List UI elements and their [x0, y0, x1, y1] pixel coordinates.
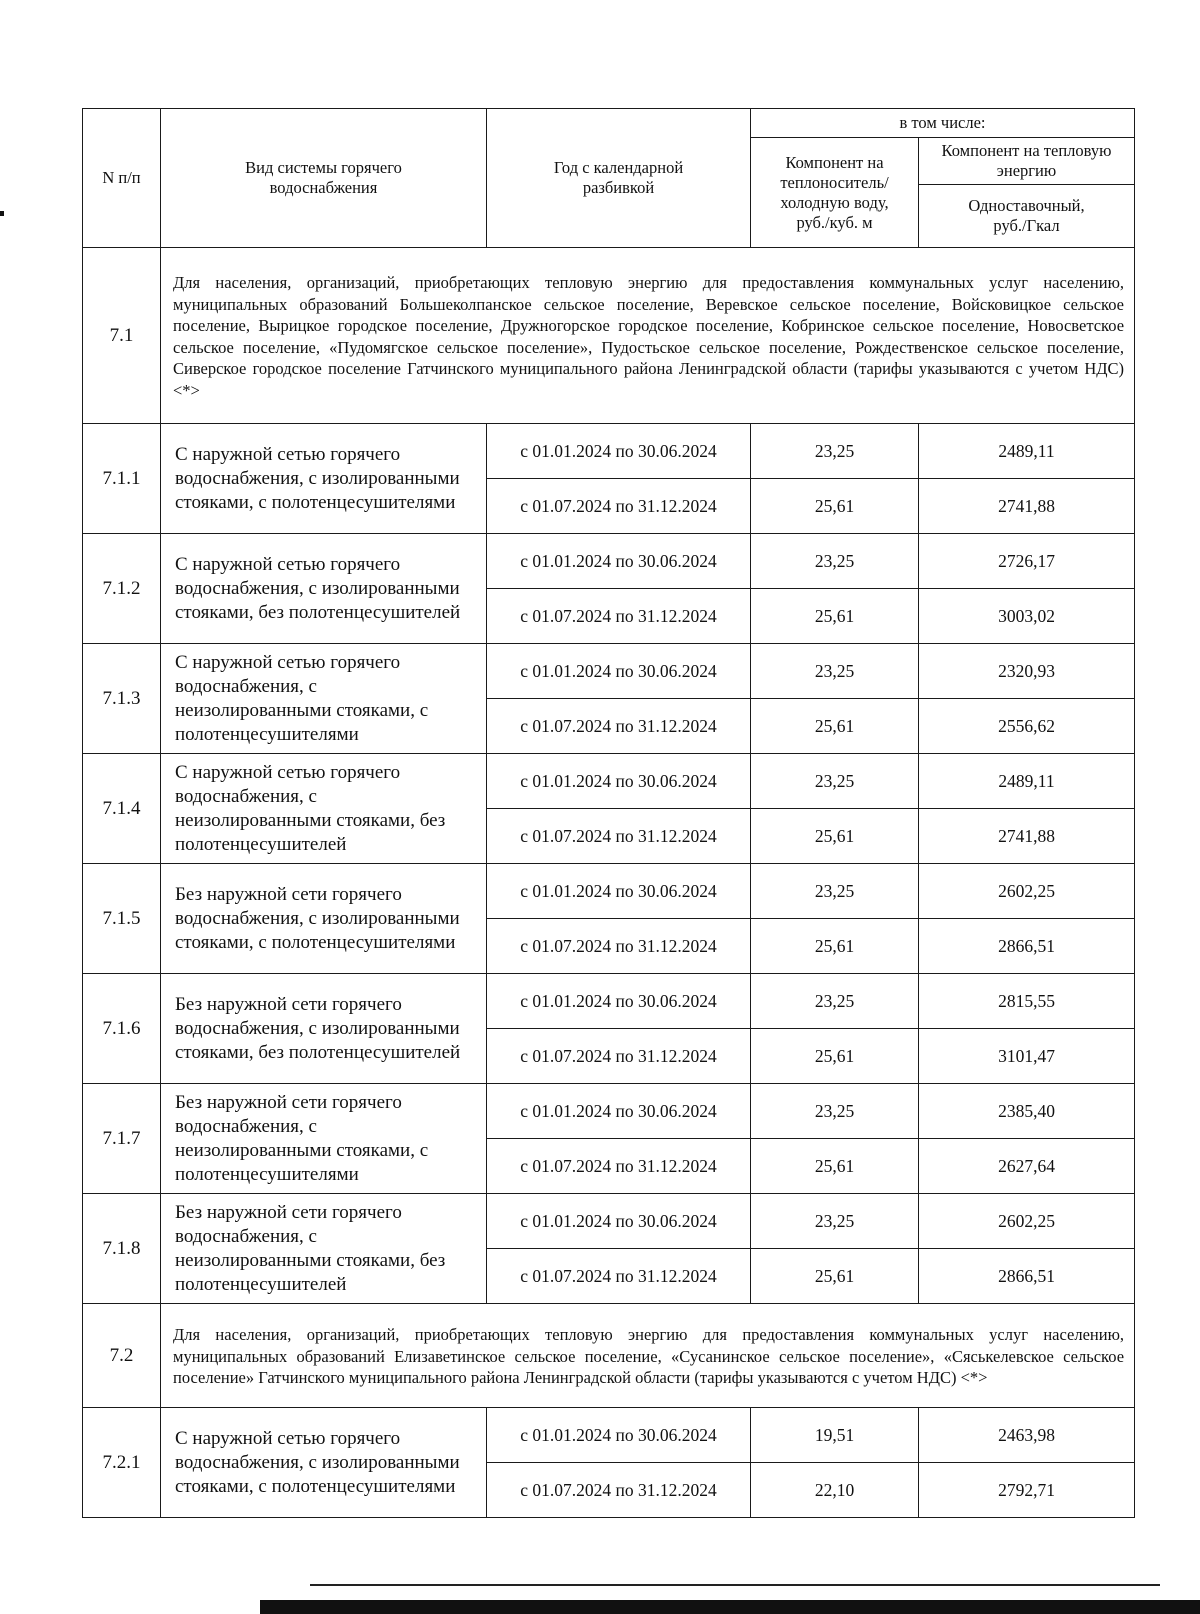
heat-tariff-cell: 2815,55	[919, 974, 1135, 1029]
tariff-table	[82, 108, 1135, 1518]
water-tariff-cell: 25,61	[751, 479, 919, 534]
period-cell: с 01.07.2024 по 31.12.2024	[487, 1139, 751, 1194]
heat-tariff-cell: 2602,25	[919, 1194, 1135, 1249]
water-tariff-cell: 25,61	[751, 1249, 919, 1304]
water-tariff-cell: 23,25	[751, 974, 919, 1029]
item-system-type: Без наружной сети горячего водоснабжения, с изолированными стояками, без полотенцесушителей	[161, 974, 487, 1084]
item-number: 7.1.3	[83, 644, 161, 754]
table-row	[83, 864, 1135, 919]
period-cell: с 01.07.2024 по 31.12.2024	[487, 809, 751, 864]
heat-tariff-cell: 2741,88	[919, 479, 1135, 534]
item-number: 7.2.1	[83, 1408, 161, 1518]
divider-line	[310, 1584, 1160, 1586]
section-description: Для населения, организаций, приобретающих тепловую энергию для предоставления коммунальных услуг населению, муниципальных образований Большеколпанское сельское поселение, Веревское сельское поселение, Войсковицкое сельское поселение, Вырицкое городское поселение, Дружногорское городское поселение, Кобринское сельское поселение, Новосветское сельское поселение, «Пудомягское сельское поселение», Пудостьское сельское поселение, Рождественское сельское поселение, Сиверское городское поселение Гатчинского муниципального района Ленинградской области (тарифы указываются с учетом НДС) <*>	[161, 248, 1135, 424]
item-system-type: С наружной сетью горячего водоснабжения, с изолированными стояками, с полотенцесушителями	[161, 1408, 487, 1518]
period-cell: с 01.01.2024 по 30.06.2024	[487, 864, 751, 919]
heat-tariff-cell: 2602,25	[919, 864, 1135, 919]
water-tariff-cell: 23,25	[751, 424, 919, 479]
table-row	[83, 424, 1135, 479]
table-row	[83, 974, 1135, 1029]
water-tariff-cell: 25,61	[751, 919, 919, 974]
item-system-type: С наружной сетью горячего водоснабжения, с изолированными стояками, без полотенцесушителей	[161, 534, 487, 644]
water-tariff-cell: 23,25	[751, 754, 919, 809]
table-row	[83, 1194, 1135, 1249]
period-cell: с 01.01.2024 по 30.06.2024	[487, 974, 751, 1029]
heat-tariff-cell: 3003,02	[919, 589, 1135, 644]
header-system-type: Вид системы горячего водоснабжения	[161, 109, 487, 248]
water-tariff-cell: 25,61	[751, 1029, 919, 1084]
water-tariff-cell: 25,61	[751, 1139, 919, 1194]
item-number: 7.1.2	[83, 534, 161, 644]
table-row	[83, 1084, 1135, 1139]
table-body	[83, 248, 1135, 1518]
water-tariff-cell: 19,51	[751, 1408, 919, 1463]
item-system-type: Без наружной сети горячего водоснабжения, с изолированными стояками, с полотенцесушителями	[161, 864, 487, 974]
heat-tariff-cell: 3101,47	[919, 1029, 1135, 1084]
section-row	[83, 1304, 1135, 1408]
header-including: в том числе:	[751, 109, 1135, 138]
heat-tariff-cell: 2866,51	[919, 919, 1135, 974]
item-number: 7.1.5	[83, 864, 161, 974]
period-cell: с 01.01.2024 по 30.06.2024	[487, 424, 751, 479]
period-cell: с 01.07.2024 по 31.12.2024	[487, 699, 751, 754]
item-system-type: Без наружной сети горячего водоснабжения, с неизолированными стояками, без полотенцесушителей	[161, 1194, 487, 1304]
period-cell: с 01.07.2024 по 31.12.2024	[487, 1029, 751, 1084]
period-cell: с 01.01.2024 по 30.06.2024	[487, 754, 751, 809]
scan-edge-bar	[260, 1600, 1200, 1614]
scan-mark	[0, 211, 4, 216]
item-system-type: С наружной сетью горячего водоснабжения, с изолированными стояками, с полотенцесушителями	[161, 424, 487, 534]
heat-tariff-cell: 2320,93	[919, 644, 1135, 699]
heat-tariff-cell: 2726,17	[919, 534, 1135, 589]
period-cell: с 01.07.2024 по 31.12.2024	[487, 1463, 751, 1518]
section-number: 7.2	[83, 1304, 161, 1408]
heat-tariff-cell: 2741,88	[919, 809, 1135, 864]
period-cell: с 01.01.2024 по 30.06.2024	[487, 1084, 751, 1139]
heat-tariff-cell: 2866,51	[919, 1249, 1135, 1304]
heat-tariff-cell: 2385,40	[919, 1084, 1135, 1139]
heat-tariff-cell: 2556,62	[919, 699, 1135, 754]
item-system-type: С наружной сетью горячего водоснабжения, с неизолированными стояками, с полотенцесушителями	[161, 644, 487, 754]
period-cell: с 01.07.2024 по 31.12.2024	[487, 589, 751, 644]
header-heat-single-rate: Одноставочный, руб./Гкал	[919, 185, 1135, 248]
heat-tariff-cell: 2627,64	[919, 1139, 1135, 1194]
water-tariff-cell: 23,25	[751, 864, 919, 919]
header-heat-component: Компонент на тепловую энергию	[919, 138, 1135, 185]
header-year: Год с календарной разбивкой	[487, 109, 751, 248]
period-cell: с 01.01.2024 по 30.06.2024	[487, 534, 751, 589]
heat-tariff-cell: 2792,71	[919, 1463, 1135, 1518]
section-row	[83, 248, 1135, 424]
period-cell: с 01.07.2024 по 31.12.2024	[487, 1249, 751, 1304]
item-system-type: С наружной сетью горячего водоснабжения, с неизолированными стояками, без полотенцесушителей	[161, 754, 487, 864]
heat-tariff-cell: 2489,11	[919, 754, 1135, 809]
period-cell: с 01.07.2024 по 31.12.2024	[487, 919, 751, 974]
period-cell: с 01.01.2024 по 30.06.2024	[487, 644, 751, 699]
item-number: 7.1.4	[83, 754, 161, 864]
header-num: N п/п	[83, 109, 161, 248]
water-tariff-cell: 25,61	[751, 589, 919, 644]
table-row	[83, 1408, 1135, 1463]
water-tariff-cell: 25,61	[751, 809, 919, 864]
water-tariff-cell: 23,25	[751, 644, 919, 699]
water-tariff-cell: 22,10	[751, 1463, 919, 1518]
period-cell: с 01.01.2024 по 30.06.2024	[487, 1408, 751, 1463]
water-tariff-cell: 23,25	[751, 1084, 919, 1139]
table-row	[83, 534, 1135, 589]
header-water-component: Компонент на теплоноситель/ холодную воду, руб./куб. м	[751, 138, 919, 248]
table-header	[83, 109, 1135, 248]
section-number: 7.1	[83, 248, 161, 424]
period-cell: с 01.01.2024 по 30.06.2024	[487, 1194, 751, 1249]
section-description: Для населения, организаций, приобретающих тепловую энергию для предоставления коммунальных услуг населению, муниципальных образований Елизаветинское сельское поселение, «Сусанинское сельское поселение», «Сяськелевское сельское поселение» Гатчинского муниципального района Ленинградской области (тарифы указываются с учетом НДС) <*>	[161, 1304, 1135, 1408]
table-row	[83, 754, 1135, 809]
item-number: 7.1.7	[83, 1084, 161, 1194]
water-tariff-cell: 23,25	[751, 1194, 919, 1249]
item-system-type: Без наружной сети горячего водоснабжения, с неизолированными стояками, с полотенцесушителями	[161, 1084, 487, 1194]
water-tariff-cell: 25,61	[751, 699, 919, 754]
table-row	[83, 644, 1135, 699]
heat-tariff-cell: 2463,98	[919, 1408, 1135, 1463]
item-number: 7.1.1	[83, 424, 161, 534]
water-tariff-cell: 23,25	[751, 534, 919, 589]
item-number: 7.1.8	[83, 1194, 161, 1304]
period-cell: с 01.07.2024 по 31.12.2024	[487, 479, 751, 534]
item-number: 7.1.6	[83, 974, 161, 1084]
heat-tariff-cell: 2489,11	[919, 424, 1135, 479]
